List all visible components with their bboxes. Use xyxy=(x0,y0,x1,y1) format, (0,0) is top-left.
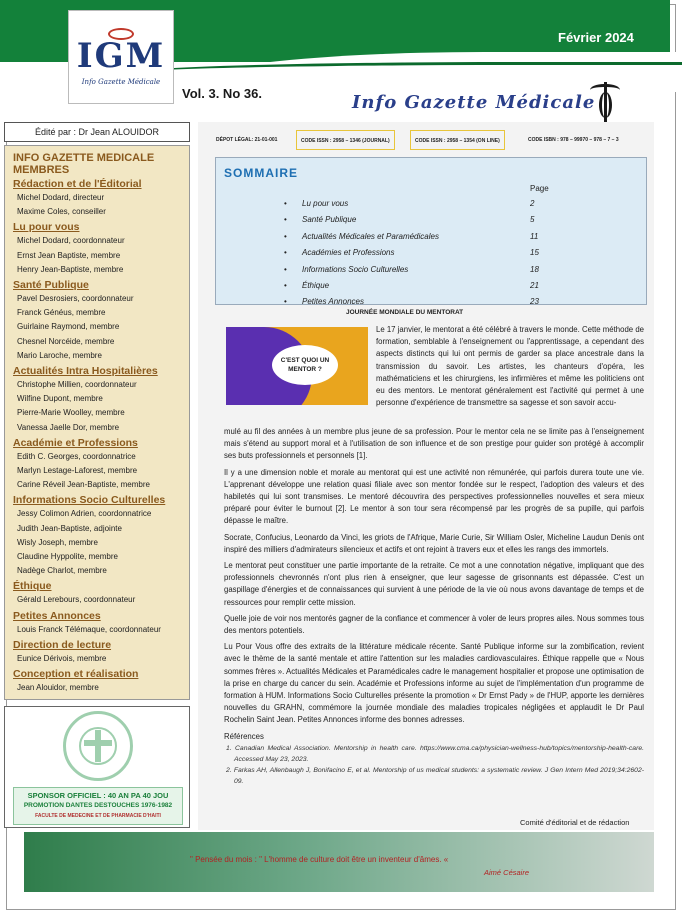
sidebar-title: INFO GAZETTE MEDICALE xyxy=(13,152,155,164)
sponsor-text xyxy=(13,787,183,825)
sidebar-section-heading: Académie et Professions xyxy=(13,436,138,449)
toc-page: 21 xyxy=(530,281,539,290)
sidebar-member: Mario Laroche, membre xyxy=(17,350,102,360)
issn-online: CODE ISSN : 2958 – 1354 (ON LINE) xyxy=(410,130,505,150)
toc-label: Académies et Professions xyxy=(302,248,395,258)
reference-item: 2. Farkas AH, Allenbaugh J, Bonifacino E, et al. Mentorship of us medical students: a systematic review. J Gen Intern Med 2019;34:2602-09. xyxy=(226,766,644,785)
toc-page-header: Page xyxy=(530,184,549,193)
toc-row xyxy=(284,212,584,228)
bullet-icon: • xyxy=(284,231,287,241)
paragraph: Il y a une dimension noble et morale au mentorat qui est une activité non rémunérée, qui parfois durera toute une vie. L'apprenant développe une relation quasi filiale avec son mentor fondée sur le respect, l'adoption des valeurs et des habiletés qui lui sont transmises. Le mentoré découvrira des perspectives professionnelles nouvelles et sera mieux préparé pour éviter le burnout [2]. Le mentor à son tour sera récompensé par les progrès de sa pupille, qui parfois dépasse le maître. xyxy=(224,467,644,526)
sidebar-member: Pavel Desrosiers, coordonnateur xyxy=(17,294,134,304)
sidebar-member: Jessy Colimon Adrien, coordonnatrice xyxy=(17,509,152,519)
isbn-code: CODE ISBN : 978 – 99970 – 978 – 7 – 3 xyxy=(528,137,619,143)
toc-row xyxy=(284,262,584,278)
reference-item: 1. Canadian Medical Association. Mentorship in health care. https://www.cma.ca/physician-wellness-hub/topics/mentorship-health-care. Accessed May 23, 2023. xyxy=(226,744,644,763)
toc-page: 15 xyxy=(530,248,539,258)
toc-row xyxy=(284,245,584,261)
toc-page: 23 xyxy=(530,297,539,307)
sidebar-member: Pierre-Marie Woolley, membre xyxy=(17,408,125,418)
toc-label: Actualités Médicales et Paramédicales xyxy=(302,231,439,241)
sidebar-member: Vanessa Jaelle Dor, membre xyxy=(17,422,120,432)
sidebar-member: Judith Jean-Baptiste, adjointe xyxy=(17,523,122,533)
toc-row xyxy=(284,229,584,245)
paragraph: Quelle joie de voir nos mentorés gagner de la confiance et commencer à voler de leurs propres ailes. Nous sommes tous des mentors potentiels. xyxy=(224,613,644,636)
article-heading: JOURNÉE MONDIALE DU MENTORAT xyxy=(346,309,464,316)
table-of-contents xyxy=(215,157,647,305)
bullet-icon: • xyxy=(284,215,287,225)
sidebar-member: Eunice Dérivois, membre xyxy=(17,653,107,663)
toc-title: SOMMAIRE xyxy=(224,166,298,180)
sidebar-member: Maxime Coles, conseiller xyxy=(17,207,106,217)
toc-label: Santé Publique xyxy=(302,215,357,225)
sidebar-member: Carine Réveil Jean-Baptiste, membre xyxy=(17,480,150,490)
logo-text: IGM xyxy=(76,36,166,76)
sponsor-box xyxy=(4,706,190,828)
toc-row xyxy=(284,196,584,212)
references-heading: Références xyxy=(224,731,264,741)
sidebar-member: Henry Jean-Baptiste, membre xyxy=(17,264,124,274)
sidebar-member: Nadège Charlot, membre xyxy=(17,566,107,576)
bullet-icon: • xyxy=(284,264,287,274)
bullet-icon: • xyxy=(284,199,287,208)
bullet-icon: • xyxy=(284,281,287,290)
mentor-illustration xyxy=(226,327,368,405)
issn-journal: CODE ISSN : 2958 – 1346 (JOURNAL) xyxy=(296,130,395,150)
volume-number: Vol. 3. No 36. xyxy=(182,86,262,101)
toc-label: Informations Socio Culturelles xyxy=(302,264,409,274)
illustration-caption: C'EST QUOI UN MENTOR ? xyxy=(272,345,338,385)
toc-label: Éthique xyxy=(302,281,330,290)
bullet-icon: • xyxy=(284,297,287,307)
toc-page: 5 xyxy=(530,215,535,225)
paragraph: Socrate, Confucius, Leonardo da Vinci, les griots de l'Afrique, Marie Curie, Sir William Osler, Micheline Laudun Denis ont inspiré des milliers d'admirateurs silencieux et actifs et ont rejoint à travers eux et elles les rangs des immortels. xyxy=(224,532,644,554)
paragraph: Lu Pour Vous offre des extraits de la littérature médicale récente. Santé Publique informe sur la zombification, revient avec le thème de la santé mentale et attire l'attention sur les maladies cardiovasculaires. Éthique rappelle que « Nous sommes frères ». Actualités Médicales et Paramédicales cadre le management hospitalier et propose une optimisation de la prise en charge du cancer du sein. Académie et Professions informe au sujet de l'implémentation d'un programme de formation à HUM. Informations Socio Culturelles présente la promotion « Dr Ernst Pady » de l'HUP, apporte les dernières nouvelles du GRAHN, commémore la journée mondiale des maladies tropicales négligées et applaudit le Dr Paul Rochelin Saint Jean. Petites Annonces informe des bonnes adresses. xyxy=(224,642,644,725)
sidebar-section-heading: Éthique xyxy=(13,580,52,593)
sidebar-member: Michel Dodard, coordonnateur xyxy=(17,236,125,246)
sidebar-member: Guirlaine Raymond, membre xyxy=(17,322,120,332)
sidebar-member: Ernst Jean Baptiste, membre xyxy=(17,250,121,260)
sidebar-section-heading: Lu pour vous xyxy=(13,221,80,234)
sidebar-section-heading: Direction de lecture xyxy=(13,638,112,651)
sidebar-member: Louis Franck Télémaque, coordonnateur xyxy=(17,624,161,634)
issue-date: Février 2024 xyxy=(558,30,634,45)
toc-row xyxy=(284,278,584,294)
sponsor-promotion: PROMOTION DANTES DESTOUCHES 1976-1982 xyxy=(23,802,173,809)
sidebar-member: Claudine Hyppolite, membre xyxy=(17,552,118,562)
caduceus-icon xyxy=(590,78,620,122)
legal-codes-bar xyxy=(212,130,652,150)
quote-author: Aimé Césaire xyxy=(484,868,530,877)
sponsor-faculty: FACULTE DE MEDECINE ET DE PHARMACIE D'HAITI xyxy=(35,813,161,819)
sidebar-member: Wisly Joseph, membre xyxy=(17,537,98,547)
paragraph: Le mentorat peut constituer une partie importante de la retraite. Ce mot a une connotation négative, impliquant que des professionnels chevronnés n'ont plus rien à enseigner, que leur sagesse de grisonnants est dépassée. C'est un gaspillage d'énergies et de connaissances qui survient à une période de la vie où nous avons davantage de temps et de ressources pour remplir cette mission. xyxy=(224,561,644,607)
sidebar-member: Christophe Millien, coordonnateur xyxy=(17,380,137,390)
sidebar-member: Michel Dodard, directeur xyxy=(17,193,105,202)
article-intro: Le 17 janvier, le mentorat a été célébré à travers le monde. Cette méthode de formation, semblable à l'enseignement ou l'apprentissage, a cependant des aspects distincts qui lui ont permis de garder sa place ancestrale dans la transmission du savoir. Les artistes, les chanteurs d'opéra, les mathématiciens et les chirurgiens, les infirmières et même les politiciens ont eu des mentors. Le mentorat généralement est l'activité qui permet à une personne d'expérience de transmettre sa sagesse et son savoir accu- xyxy=(376,325,644,408)
sponsor-line: SPONSOR OFFICIEL : 40 AN PA 40 JOU xyxy=(27,791,169,800)
toc-page: 2 xyxy=(530,199,535,208)
toc-page: 11 xyxy=(530,231,539,241)
sidebar-member: Marlyn Lestage-Laforest, membre xyxy=(17,466,138,476)
sidebar-section-heading: Rédaction et de l'Éditorial xyxy=(13,178,142,190)
faculty-seal-icon xyxy=(63,711,133,781)
masthead-title: Info Gazette Médicale xyxy=(352,92,596,113)
sidebar-member: Wilfine Dupont, membre xyxy=(17,394,103,404)
toc-label: Lu pour vous xyxy=(302,199,349,208)
bullet-icon: • xyxy=(284,248,287,258)
editor-credit: Édité par : Dr Jean ALOUIDOR xyxy=(4,122,190,142)
paragraph: mulé au fil des années à un membre plus jeune de sa profession. Pour le mentor cela ne se limite pas à l'enseignement mais s'étend au support moral et à l'utilisation de son influence et de son prestige pour guider son protégé à accomplir ses buts professionnels et personnels [1]. xyxy=(224,427,644,461)
toc-label: Petites Annonces xyxy=(302,297,364,307)
sidebar-section-heading: Informations Socio Culturelles xyxy=(13,494,166,507)
sidebar-member: Gérald Lerebours, coordonnateur xyxy=(17,595,136,605)
logo xyxy=(68,10,174,104)
toc-row xyxy=(284,294,584,310)
thought-of-month: " Pensée du mois : " L'homme de culture doit être un inventeur d'âmes. « xyxy=(190,855,449,864)
logo-subtitle: Info Gazette Médicale xyxy=(81,78,161,86)
sidebar-member: Jean Alouidor, membre xyxy=(17,683,99,693)
members-sidebar xyxy=(4,145,190,700)
article-signature: Comité d'éditorial et de rédaction xyxy=(520,818,630,827)
sidebar-member: Edith C. Georges, coordonnatrice xyxy=(17,451,136,461)
depot-legal: DÉPOT LÉGAL: 21-01-001 xyxy=(216,137,278,143)
sidebar-section-heading: Conception et réalisation xyxy=(13,668,139,681)
sidebar-member: Chesnel Norcéide, membre xyxy=(17,336,115,346)
sidebar-subtitle: MEMBRES xyxy=(13,164,70,176)
sidebar-section-heading: Actualités Intra Hospitalières xyxy=(13,365,158,378)
article-body xyxy=(224,426,644,787)
sidebar-member: Franck Généus, membre xyxy=(17,308,106,318)
sidebar-section-heading: Petites Annonces xyxy=(13,609,101,622)
sidebar-section-heading: Santé Publique xyxy=(13,279,89,292)
toc-page: 18 xyxy=(530,264,539,274)
